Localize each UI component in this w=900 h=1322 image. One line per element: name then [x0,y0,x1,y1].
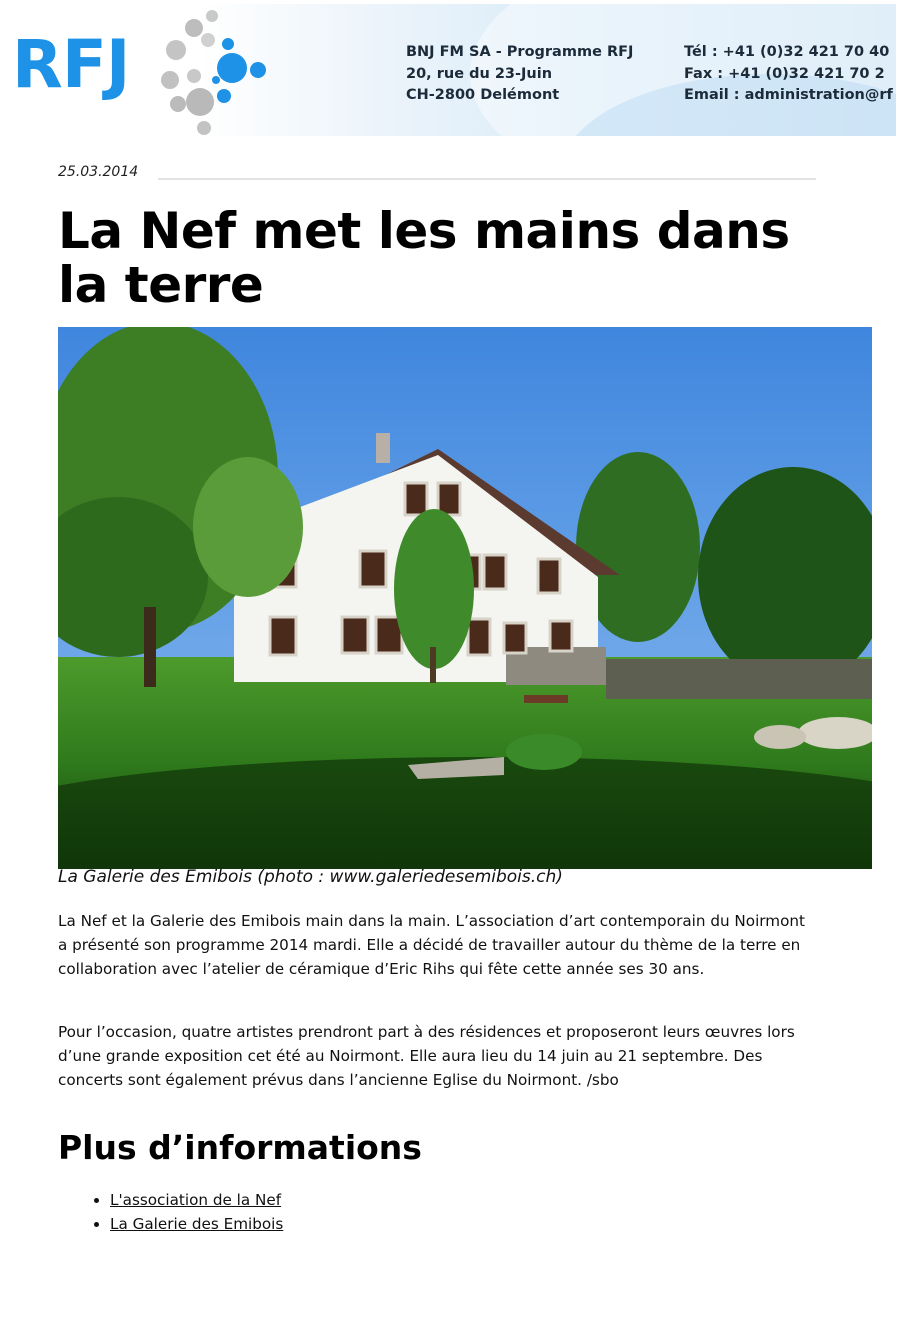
article-paragraph: Pour l’occasion, quatre artistes prendront part à des résidences et proposeront leurs œuvres lors d’une grande exposition cet été au Noirmont. Elle aura lieu du 14 juin au 21 septembre. Des concerts sont également prévus dans l’ancienne Eglise du Noirmont. /sbo [58,1023,795,1089]
organization-contact [684,42,893,107]
article-date: 25.03.2014 [58,164,139,180]
email: Email : administration@rf [684,87,893,103]
phone: Tél : +41 (0)32 421 70 40 [684,44,890,60]
link-association-nef[interactable]: L'association de la Nef [110,1191,282,1209]
organization-address [406,42,633,107]
divider [158,178,816,180]
more-info-heading: Plus d’informations [58,1128,422,1167]
letterhead [0,4,896,136]
article-photo [58,327,872,869]
article-paragraph: La Nef et la Galerie des Emibois main dans la main. L’association d’art contemporain du Noirmont a présenté son programme 2014 mardi. Elle a décidé de travailler autour du thème de la terre en collaboration avec l’atelier de céramique d’Eric Rihs qui fête cette année ses 30 ans. [58,912,805,978]
article-title: La Nef met les mains dans la terre [58,202,790,314]
list-item [110,1188,283,1212]
logo-dots-icon [150,4,280,136]
org-name: BNJ FM SA - Programme RFJ [406,44,634,60]
image-caption: La Galerie des Emibois (photo : www.galeriedesemibois.ch) [58,867,563,887]
fax: Fax : +41 (0)32 421 70 2 [684,65,885,82]
link-galerie-emibois[interactable]: La Galerie des Emibois [110,1215,284,1233]
org-city: CH-2800 Delémont [406,87,560,103]
more-info-links [58,1188,283,1236]
logo: RFJ [12,26,130,103]
list-item [110,1212,283,1236]
org-street: 20, rue du 23-Juin [406,65,553,82]
